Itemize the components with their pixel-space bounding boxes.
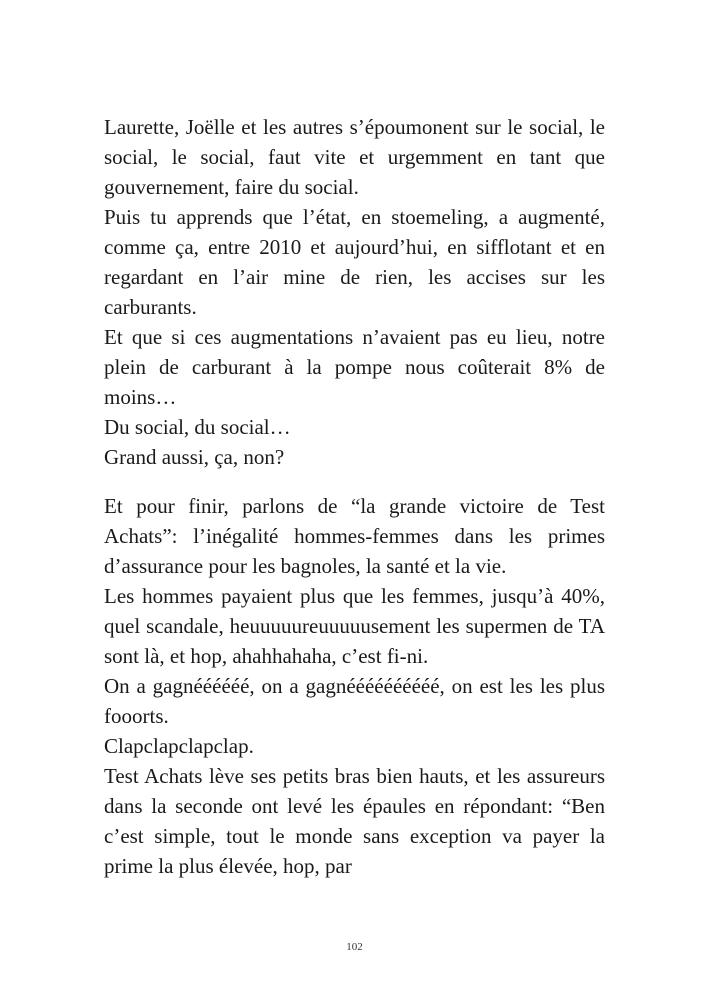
paragraph: Grand aussi, ça, non? (104, 445, 285, 469)
paragraph: Puis tu apprends que l’état, en stoemeling, a augmenté, comme ça, entre 2010 et aujourd’hui, en sifflotant et en regardant en l’air mine de rien, les accises sur les carburants. (104, 205, 605, 319)
page-number: 102 (346, 941, 363, 953)
section-break (104, 472, 605, 491)
paragraph: Du social, du social… (104, 415, 291, 439)
paragraph: Clapclapclapclap. (104, 734, 254, 758)
paragraph: On a gagnéééééé, on a gagnéééééééééé, on est les les plus fooorts. (104, 674, 605, 728)
paragraph: Test Achats lève ses petits bras bien hauts, et les assureurs dans la seconde ont levé les épaules en répondant: “Ben c’est simple, tout le monde sans exception va payer la prime la plus élevée, hop, par (104, 764, 605, 878)
paragraph: Et pour finir, parlons de “la grande victoire de Test Achats”: l’inégalité hommes-femmes dans les primes d’assurance pour les bagnoles, la santé et la vie. (104, 494, 605, 578)
page-body (104, 112, 605, 881)
paragraph: Les hommes payaient plus que les femmes, jusqu’à 40%, quel scandale, heuuuuureuuuuusement les supermen de TA sont là, et hop, ahahhahaha, c’est fi-ni. (104, 584, 605, 668)
paragraph: Et que si ces augmentations n’avaient pas eu lieu, notre plein de carburant à la pompe nous coûterait 8% de moins… (104, 325, 605, 409)
paragraph: Laurette, Joëlle et les autres s’époumonent sur le social, le social, le social, faut vite et urgemment en tant que gouvernement, faire du social. (104, 115, 605, 199)
